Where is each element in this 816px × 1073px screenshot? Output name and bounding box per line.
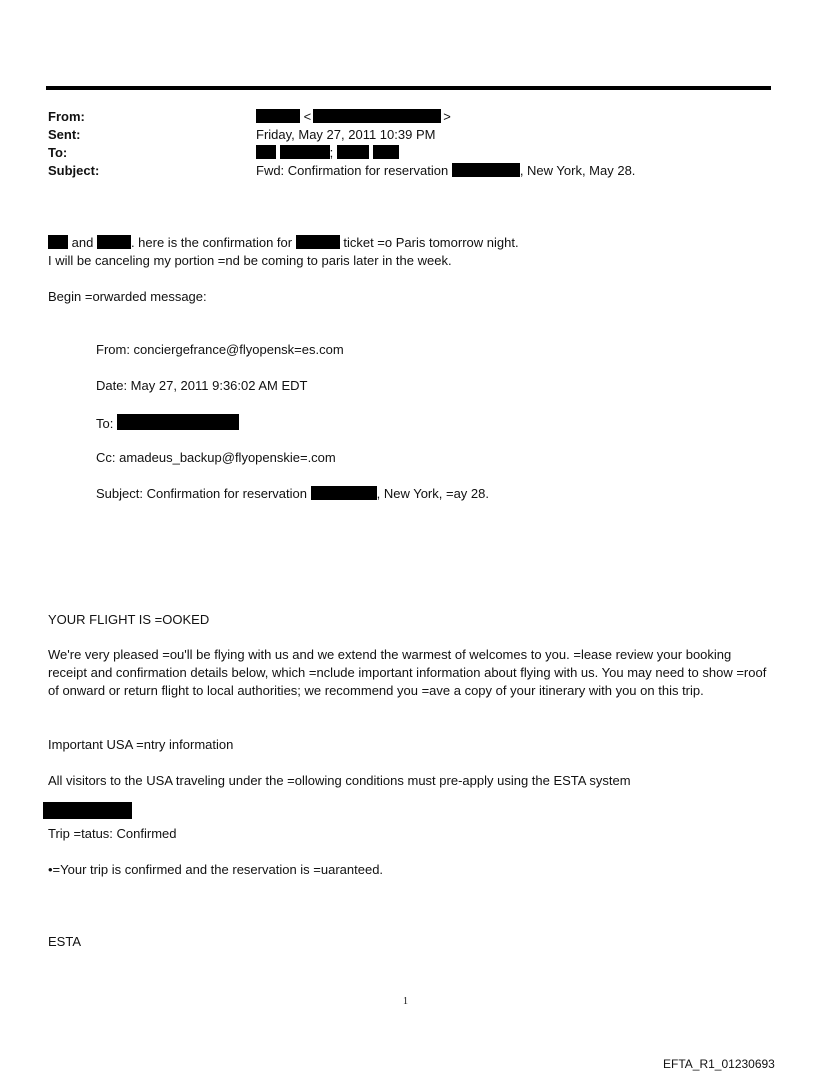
entry-info: Important USA =ntry information <box>48 737 234 752</box>
to-value <box>256 145 399 161</box>
document-id-footer: EFTA_R1_01230693 <box>663 1057 775 1071</box>
redaction-block <box>280 145 330 159</box>
fwd-to <box>96 414 239 432</box>
redaction-block <box>256 145 276 159</box>
redaction-block <box>452 163 520 177</box>
redaction-block <box>373 145 399 159</box>
trip-status: Trip =tatus: Confirmed <box>48 826 177 841</box>
subject-suffix: , New York, May 28. <box>519 163 636 178</box>
body-and: and <box>71 235 94 250</box>
redaction-block <box>296 235 340 249</box>
sent-value: Friday, May 27, 2011 10:39 PM <box>256 127 436 142</box>
welcome-paragraph: We're very pleased =ou'll be flying with us and we extend the warmest of welcomes to you. =lease review your booking receipt and confirmation details below, which =nclude important information about flying with us. You may need to show =roof of onward or return flight to local authorities; we recommend you =ave a copy of your itinerary with you on this trip. <box>48 647 767 698</box>
redaction-block <box>43 802 132 819</box>
body-mid: . here is the confirmation for <box>130 235 293 250</box>
redaction-block <box>97 235 131 249</box>
page-number: 1 <box>403 996 408 1007</box>
fwd-subject <box>96 486 489 502</box>
redaction-block <box>48 235 68 249</box>
sent-label: Sent: <box>48 127 81 142</box>
fwd-to-label: To: <box>96 416 114 431</box>
body-line-1 <box>48 235 519 251</box>
to-separator: ; <box>329 145 334 160</box>
fwd-subject-prefix: Subject: Confirmation for reservation <box>96 486 307 501</box>
redaction-block <box>313 109 441 123</box>
booked-heading: YOUR FLIGHT IS =OOKED <box>48 612 210 627</box>
fwd-date: Date: May 27, 2011 9:36:02 AM EDT <box>96 378 308 393</box>
visitors-line: All visitors to the USA traveling under the =ollowing conditions must pre-apply using the ESTA system <box>48 773 631 788</box>
redaction-block <box>311 486 377 500</box>
begin-forwarded: Begin =orwarded message: <box>48 289 207 304</box>
esta-label: ESTA <box>48 934 81 949</box>
fwd-subject-suffix: , New York, =ay 28. <box>376 486 489 501</box>
from-value <box>256 109 451 125</box>
subject-prefix: Fwd: Confirmation for reservation <box>256 163 449 178</box>
to-label: To: <box>48 145 68 160</box>
from-gt: > <box>443 109 451 124</box>
fwd-from: From: conciergefrance@flyopensk=es.com <box>96 342 344 357</box>
redaction-block <box>256 109 300 123</box>
body-end: ticket =o Paris tomorrow night. <box>343 235 519 250</box>
subject-value <box>256 163 635 179</box>
fwd-cc: Cc: amadeus_backup@flyopenskie=.com <box>96 450 336 465</box>
confirmed-bullet: •=Your trip is confirmed and the reservation is =uaranteed. <box>48 862 384 877</box>
body-line-2: I will be canceling my portion =nd be coming to paris later in the week. <box>48 253 452 268</box>
header-rule <box>46 86 771 90</box>
from-lt: < <box>303 109 312 124</box>
from-label: From: <box>48 109 85 124</box>
subject-label: Subject: <box>48 163 100 178</box>
redaction-block <box>117 414 239 430</box>
redaction-block <box>337 145 369 159</box>
